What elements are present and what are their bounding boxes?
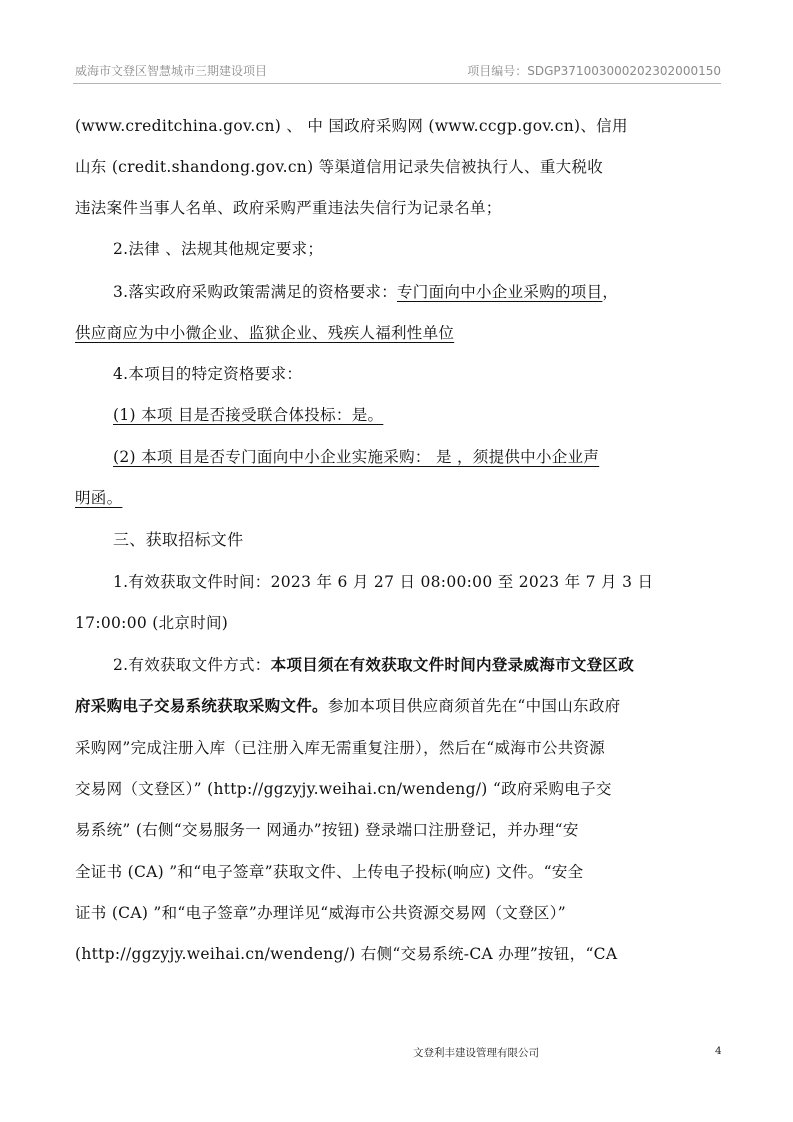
text-line [75, 694, 620, 716]
sub-item-2: (2) 本项 目是否专门面向中小企业实施采购： 是 ，须提供中小企业声 [113, 448, 600, 466]
qualification-item-4: 4.本项目的特定资格要求： [113, 365, 303, 383]
sub-item-1: (1) 本项 目是否接受联合体投标：是。 [113, 406, 384, 424]
s2-bold-1: 本项目须在有效获取文件时间内登录威海市文登区政 [270, 655, 634, 674]
item3-prefix: 3.落实政府采购政策需满足的资格要求： [113, 283, 397, 301]
header-divider [73, 83, 721, 84]
footer-company: 文登利丰建设管理有限公司 [413, 1047, 539, 1059]
text-line: 全证书 (CA) ”和“电子签章”获取文件、上传电子投标(响应) 文件。“安全 [75, 863, 584, 881]
sub-item-2-continued: 明函。 [75, 489, 123, 507]
header-project-name: 威海市文登区智慧城市三期建设项目 [75, 64, 268, 78]
page-footer [0, 1045, 793, 1063]
text-line: (http://ggzyjy.weihai.cn/wendeng/) 右侧“交易系统-CA 办理”按钮，“CA [75, 945, 618, 963]
text-line: 交易网（文登区）” (http://ggzyjy.weihai.cn/wendeng/) “政府采购电子交 [75, 780, 612, 798]
text-line: 违法案件当事人名单、政府采购严重违法失信行为记录名单； [75, 199, 502, 217]
header-project-number: 项目编号：SDGP371003000202302000150 [467, 64, 721, 78]
qualification-item-2: 2.法律 、法规其他规定要求； [113, 240, 324, 258]
text-line: 采购网”完成注册入库（已注册入库无需重复注册），然后在“威海市公共资源 [75, 739, 606, 757]
item3-underlined: 专门面向中小企业采购的项目 [397, 283, 603, 301]
text-line: 易系统” (右侧“交易服务一 网通办”按钮) 登录端口注册登记，并办理“安 [75, 821, 579, 839]
text-line: 17:00:00 (北京时间) [75, 614, 229, 632]
text-line: 1.有效获取文件时间：2023 年 6 月 27 日 08:00:00 至 2023 年 7 月 3 日 [113, 573, 654, 591]
qualification-item-3-continued: 供应商应为中小微企业、监狱企业、残疾人福利性单位 [75, 324, 455, 342]
section-title: 三、获取招标文件 [113, 530, 244, 549]
item3-suffix: ， [602, 283, 619, 301]
text-line [113, 653, 634, 675]
text-line: 证书 (CA) ”和“电子签章”办理详见“威海市公共资源交易网（文登区）” [75, 904, 566, 922]
text-line: 山东 (credit.shandong.gov.cn) 等渠道信用记录失信被执行人、重大税收 [75, 158, 604, 176]
s2-rest-2: 参加本项目供应商须首先在“中国山东政府 [327, 697, 621, 715]
qualification-item-3 [113, 280, 618, 302]
s2-bold-2: 府采购电子交易系统获取采购文件。 [75, 696, 328, 715]
s2-prefix: 2.有效获取文件方式： [113, 656, 271, 674]
text-line: (www.creditchina.gov.cn) 、 中 国政府采购网 (www.ccgp.gov.cn)、信用 [75, 117, 628, 135]
page-number: 4 [715, 1045, 722, 1057]
